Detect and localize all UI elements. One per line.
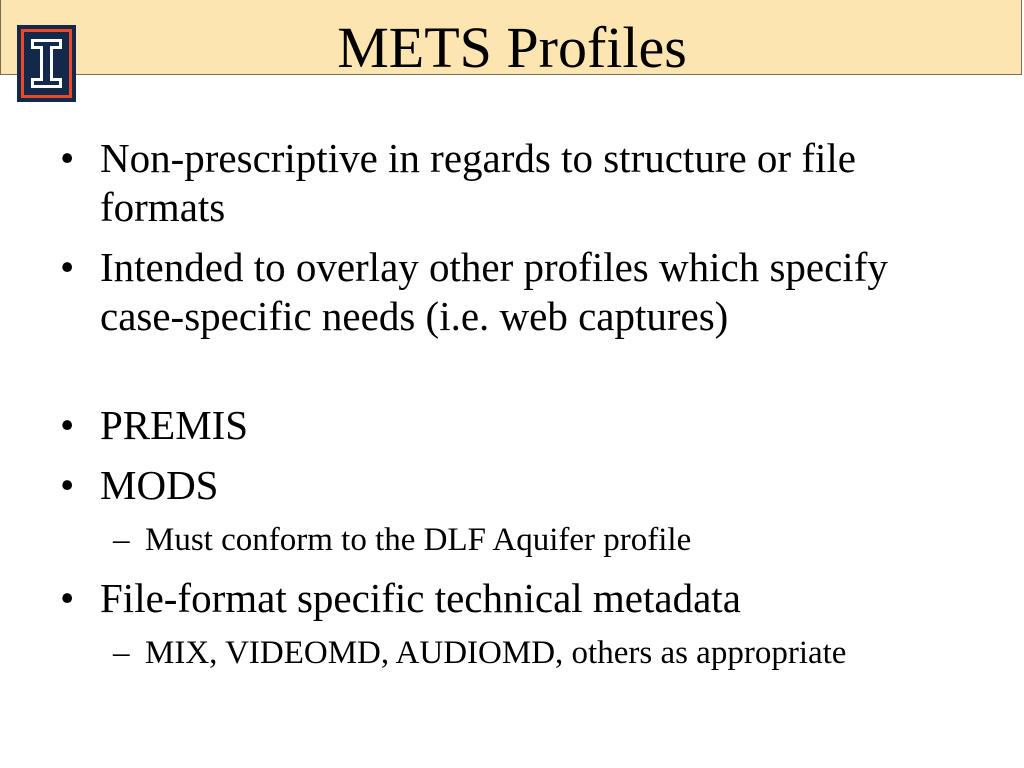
bullet-text: Non-prescriptive in regards to structure or file formats: [100, 135, 856, 230]
bullet-marker: •: [60, 244, 75, 290]
slide-title: METS Profiles: [337, 15, 687, 80]
sub-bullet-marker: –: [113, 635, 130, 671]
bullet-item: [60, 243, 980, 341]
bullet-marker: •: [60, 575, 75, 621]
bullet-item: [60, 461, 980, 510]
bullet-text: MODS: [100, 462, 219, 508]
sub-bullet-text: Must conform to the DLF Aquifer profile: [145, 522, 692, 558]
bullet-item: [60, 401, 980, 450]
bullet-marker: •: [60, 135, 75, 181]
bullet-item: [60, 574, 980, 623]
sub-bullet-item: [113, 521, 925, 560]
sub-bullet-item: [113, 634, 925, 673]
bullet-text: File-format specific technical metadata: [100, 575, 741, 621]
bullet-text: Intended to overlay other profiles which specify case-specific needs (i.e. web captures): [100, 244, 888, 339]
bullet-text: PREMIS: [100, 402, 249, 448]
bullet-marker: •: [60, 462, 75, 508]
bullet-item: [60, 134, 980, 232]
sub-bullet-text: MIX, VIDEOMD, AUDIOMD, others as appropriate: [145, 635, 847, 671]
sub-bullet-marker: –: [113, 522, 130, 558]
bullet-marker: •: [60, 402, 75, 448]
